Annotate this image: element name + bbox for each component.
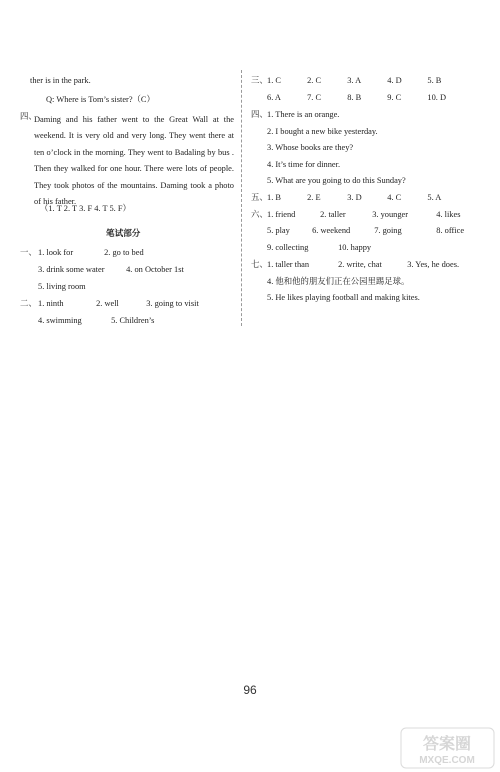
- section-6-row-2: 5. play 6. weekend 7. going 8. office: [267, 226, 465, 235]
- section-3-label: 三、: [251, 76, 268, 85]
- section-7-label: 七、: [251, 260, 268, 269]
- written-section-heading: 笔试部分: [106, 228, 141, 238]
- section-3-row-2: 6. A 7. C 8. B 9. C 10. D: [267, 93, 446, 102]
- section-1-row-1: 1. look for 2. go to bed: [38, 248, 144, 257]
- section-7-item-5: 5. He likes playing football and making kites.: [267, 293, 420, 302]
- section-4-answers: （1. T 2. T 3. F 4. T 5. F）: [40, 204, 131, 213]
- section-4-passage: Daming and his father went to the Great Wall at the weekend. It is very old and very long. They went there at ten o’clock in the morning. They went to Badaling by bus . Then they walked for one hour. There were lots of people. They took photos of the mountains. Daming took a photo of his father.: [34, 115, 234, 207]
- section-6-row-3: 9. collecting 10. happy: [267, 243, 372, 252]
- question-line: Q: Where is Tom’s sister?（C）: [46, 95, 155, 104]
- section-7-item-4: 4. 他和他的朋友们正在公园里踢足球。: [267, 277, 410, 286]
- column-divider: [241, 70, 242, 326]
- section-1-label: 一、: [20, 248, 37, 257]
- watermark-bottom-text: MXQE.COM: [419, 755, 475, 766]
- section-4-item-1: 1. There is an orange.: [267, 110, 340, 119]
- section-4-item-3: 3. Whose books are they?: [267, 143, 354, 152]
- section-2-label: 二、: [20, 299, 37, 308]
- section-7-row-1: 1. taller than 2. write, chat 3. Yes, he does.: [267, 260, 460, 269]
- section-2-row-2: 4. swimming 5. Children’s: [38, 316, 155, 325]
- section-1-row-2: 3. drink some water 4. on October 1st: [38, 265, 184, 274]
- section-4-label: 四、: [20, 112, 37, 121]
- section-4-item-2: 2. I bought a new bike yesterday.: [267, 127, 378, 136]
- section-1-row-3: 5. living room: [38, 282, 86, 291]
- section-4-item-4: 4. It’s time for dinner.: [267, 160, 341, 169]
- section-2-row-1: 1. ninth 2. well 3. going to visit: [38, 299, 199, 308]
- section-6-row-1: 1. friend 2. taller 3. younger 4. likes: [267, 210, 461, 219]
- watermark-top-text: 答案圈: [422, 736, 472, 753]
- section-5-label: 五、: [251, 193, 268, 202]
- section-4-label: 四、: [251, 110, 268, 119]
- section-5-row: 1. B 2. E 3. D 4. C 5. A: [267, 193, 442, 202]
- section-3-row-1: 1. C 2. C 3. A 4. D 5. B: [267, 76, 442, 85]
- section-6-label: 六、: [251, 210, 268, 219]
- page-number: 96: [243, 683, 257, 697]
- section-4-item-5: 5. What are you going to do this Sunday?: [267, 176, 406, 185]
- watermark-logo-icon: [400, 727, 495, 769]
- passage-end-line: ther is in the park.: [30, 76, 91, 85]
